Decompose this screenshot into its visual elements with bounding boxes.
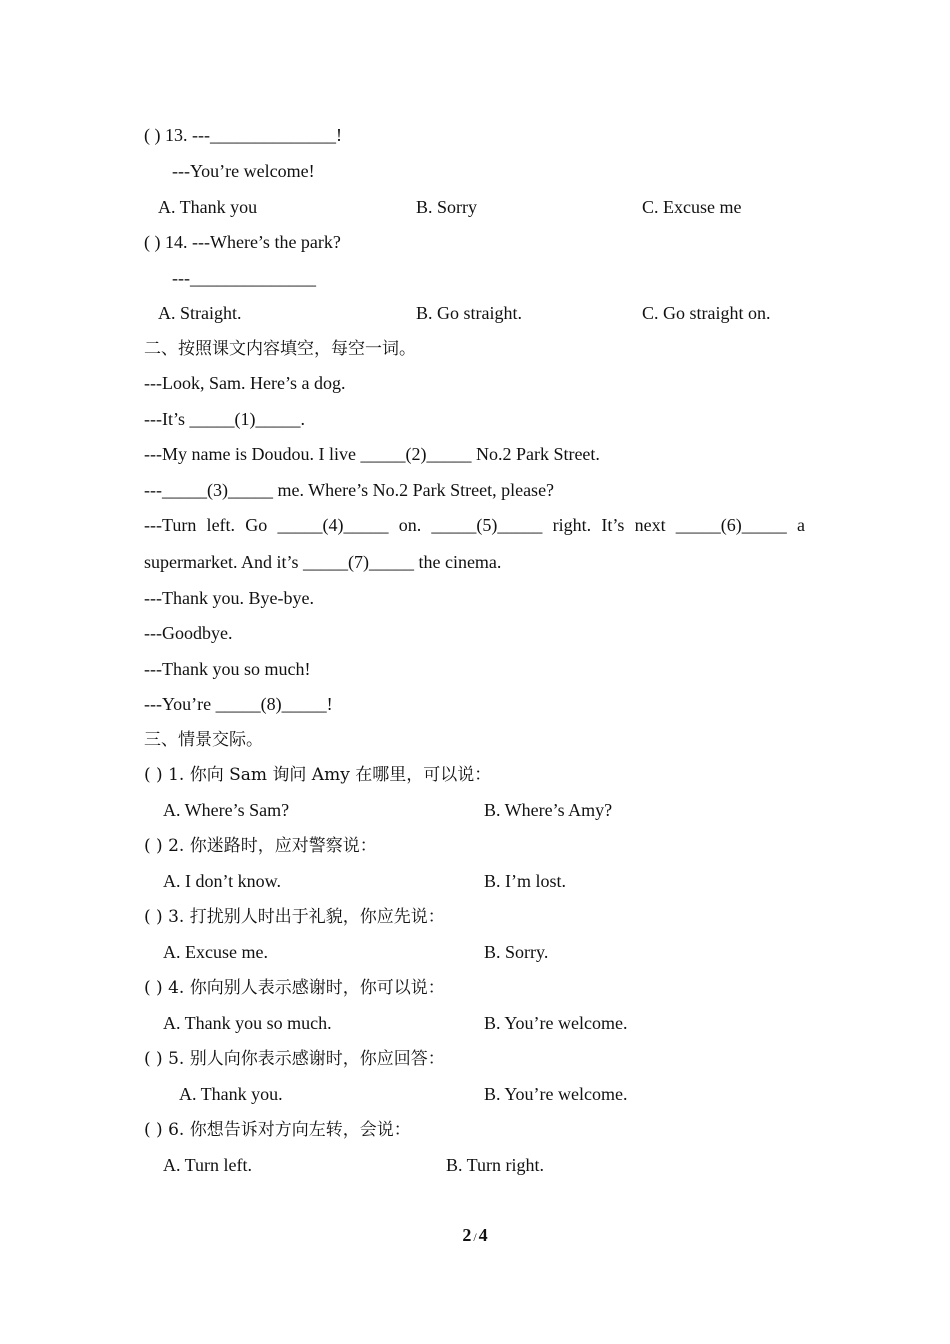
dialog-line: ---Thank you so much! (144, 659, 311, 679)
dialog-line: ---Turn left. Go _____(4)_____ on. _____(5)_____ right. It’s next _____(6)_____ a (144, 515, 805, 535)
dialog-line: ---It’s _____(1)_____. (144, 409, 305, 429)
s3-q4-stem: ( ) 4. 你向别人表示感谢时，你可以说： (144, 978, 445, 998)
q14-option-c: C. Go straight on. (642, 303, 771, 323)
s3-q3-option-a: A. Excuse me. (163, 942, 268, 962)
q14-stem: ( ) 14. ---Where’s the park? (144, 232, 341, 252)
s3-q5-option-b: B. You’re welcome. (484, 1084, 628, 1104)
section3-heading: 三、情景交际。 (144, 730, 263, 750)
q14-option-a: A. Straight. (158, 303, 242, 323)
s3-q6-option-a: A. Turn left. (163, 1155, 253, 1175)
current-page: 2 (462, 1225, 472, 1245)
page-number (0, 1225, 950, 1246)
total-pages: 4 (478, 1225, 488, 1245)
dialog-line: ---Thank you. Bye-bye. (144, 588, 314, 608)
dialog-line: ---Goodbye. (144, 623, 233, 643)
q14-option-b: B. Go straight. (416, 303, 522, 323)
s3-q4-option-a: A. Thank you so much. (163, 1013, 332, 1033)
page-separator: / (473, 1230, 477, 1244)
dialog-line: ---Look, Sam. Here’s a dog. (144, 373, 346, 393)
s3-q1-option-b: B. Where’s Amy? (484, 800, 613, 820)
q13-option-a: A. Thank you (158, 197, 258, 217)
s3-q4-option-b: B. You’re welcome. (484, 1013, 628, 1033)
dialog-line: ---My name is Doudou. I live _____(2)_____ No.2 Park Street. (144, 444, 600, 464)
dialog-line: supermarket. And it’s _____(7)_____ the cinema. (144, 552, 502, 572)
q14-response: ---______________ (172, 268, 316, 288)
section2-heading: 二、按照课文内容填空，每空一词。 (144, 339, 416, 359)
q13-option-c: C. Excuse me (642, 197, 742, 217)
dialog-line: ---_____(3)_____ me. Where’s No.2 Park Street, please? (144, 480, 555, 500)
s3-q3-stem: ( ) 3. 打扰别人时出于礼貌，你应先说： (144, 907, 445, 927)
dialog-line: ---You’re _____(8)_____! (144, 694, 333, 714)
s3-q2-option-b: B. I’m lost. (484, 871, 567, 891)
s3-q1-stem: ( ) 1. 你向 Sam 询问 Amy 在哪里，可以说： (144, 765, 492, 785)
q13-stem: ( ) 13. ---______________! (144, 125, 342, 145)
s3-q5-option-a: A. Thank you. (179, 1084, 283, 1104)
s3-q6-option-b: B. Turn right. (446, 1155, 545, 1175)
s3-q6-stem: ( ) 6. 你想告诉对方向左转，会说： (144, 1120, 411, 1140)
s3-q5-stem: ( ) 5. 别人向你表示感谢时，你应回答： (144, 1049, 445, 1069)
q13-option-b: B. Sorry (416, 197, 478, 217)
s3-q1-option-a: A. Where’s Sam? (163, 800, 290, 820)
s3-q2-stem: ( ) 2. 你迷路时，应对警察说： (144, 836, 377, 856)
q13-response: ---You’re welcome! (172, 161, 315, 181)
s3-q2-option-a: A. I don’t know. (163, 871, 281, 891)
s3-q3-option-b: B. Sorry. (484, 942, 549, 962)
